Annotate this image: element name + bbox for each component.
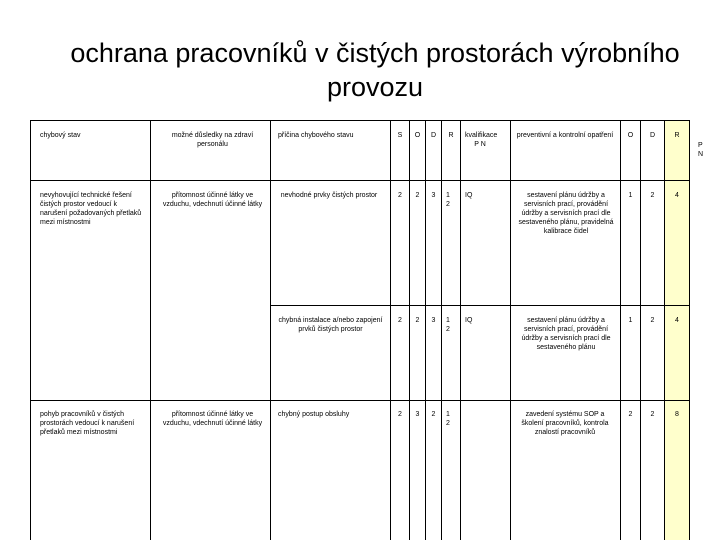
row1-dusledky: přítomnost účinné látky ve vzduchu, vdechnutí účinné látky [162, 192, 263, 208]
header-kvalifikace: kvalifikace P N [465, 132, 498, 148]
row1-stav: nevyhovující technické řešení čistých prostor vedoucí k narušení požadovaných přetlaků mezi místnostmi [40, 192, 142, 226]
row1-o: 2 [415, 192, 420, 199]
header-o2: O [627, 132, 634, 139]
row3-s: 2 [398, 411, 402, 418]
row3-d: 2 [431, 411, 436, 418]
row2-o: 2 [415, 317, 420, 324]
row2-kvalifikace: IQ [465, 317, 473, 324]
header-s: S [397, 132, 403, 139]
header-opatreni: preventivní a kontrolní opatření [516, 132, 614, 139]
row1-d: 3 [431, 192, 436, 199]
header-extra: P N [698, 142, 704, 158]
r-column-highlight [664, 120, 689, 540]
row2-opatreni: sestavení plánu údržby a servisních prací, provádění údržby a servisních prací dle sestaveného plánu [521, 317, 611, 351]
slide-title: ochrana pracovníků v čistých prostorách výrobního provozu [70, 38, 680, 102]
row1-r2: 4 [675, 192, 679, 199]
row1-s: 2 [398, 192, 402, 199]
row2-d: 3 [431, 317, 436, 324]
row3-d2: 2 [650, 411, 655, 418]
row2-r: 1 2 [446, 317, 450, 333]
header-o: O [414, 132, 421, 139]
row3-dusledky: přítomnost účinné látky ve vzduchu, vdechnutí účinné látky [162, 411, 263, 427]
row2-o2: 1 [628, 317, 633, 324]
row3-stav: pohyb pracovníků v čistých prostorách vedoucí k narušení přetlaků mezi místnostmi [40, 411, 135, 436]
header-r2: R [674, 132, 680, 139]
row2-r2: 4 [675, 317, 679, 324]
header-r: R [448, 132, 454, 139]
row2-s: 2 [398, 317, 402, 324]
row3-r: 1 2 [446, 411, 450, 427]
row3-o: 3 [415, 411, 420, 418]
row2-d2: 2 [650, 317, 655, 324]
row2-pricina: chybná instalace a/nebo zapojení prvků čistých prostor [278, 317, 383, 333]
row3-o2: 2 [628, 411, 633, 418]
header-dusledky: možné důsledky na zdraví personálu [171, 132, 254, 148]
row1-o2: 1 [628, 192, 633, 199]
row1-kvalifikace: IQ [465, 192, 473, 199]
header-d2: D [649, 132, 656, 139]
row3-r2: 8 [675, 411, 679, 418]
row1-opatreni: sestavení plánu údržby a servisních prací, provádění údržby a servisních prací dle sestaveného plánu, pravidelná kalibrace čidel [518, 192, 614, 235]
header-d: D [430, 132, 437, 139]
row1-d2: 2 [650, 192, 655, 199]
header-stav: chybový stav [40, 132, 81, 139]
row1-r: 1 2 [446, 192, 450, 208]
row1-pricina: nevhodné prvky čistých prostor [280, 192, 378, 199]
row3-opatreni: zavedení systému SOP a školení pracovníků, kontrola znalostí pracovníků [521, 411, 609, 436]
header-pricina: příčina chybového stavu [278, 132, 354, 139]
row3-pricina: chybný postup obsluhy [278, 411, 350, 418]
